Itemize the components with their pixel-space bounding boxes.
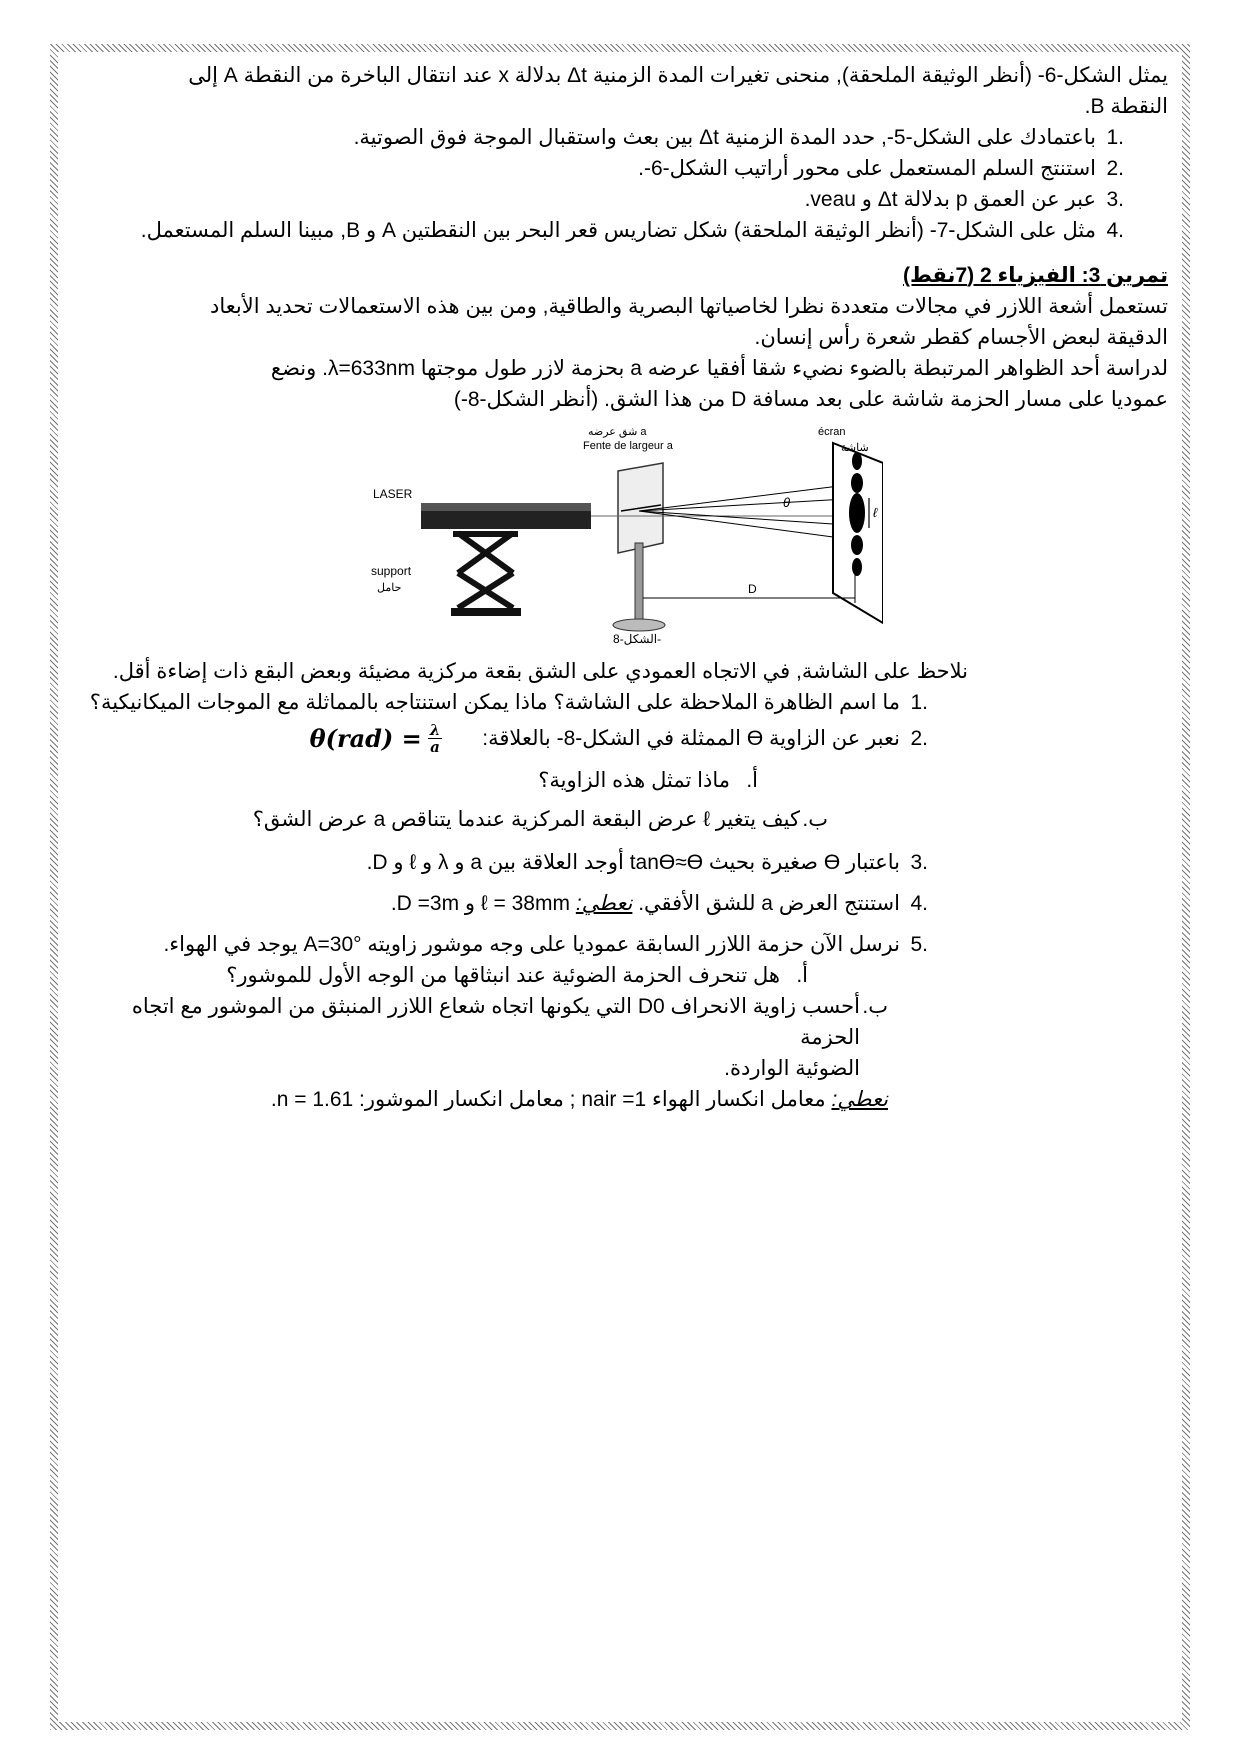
question-a2: .2 استنتج السلم المستعمل على محور أراتيب الشكل-6-. (638, 157, 1124, 180)
question-b1: .1 ما اسم الظاهرة الملاحظة على الشاشة؟ ماذا يمكن استنتاجه بالمماثلة مع الموجات الميكانيكية؟ (89, 691, 928, 714)
question-b5: .5 نرسل الآن حزمة اللازر السابقة عموديا على وجه موشور زاويته A=30° يوجد في الهواء. (163, 933, 928, 956)
label-support-fr: support (371, 564, 412, 578)
label-slit-fr: Fente de largeur a (583, 440, 673, 452)
paragraph-1: تستعمل أشعة اللازر في مجالات متعددة نظرا لخاصياتها البصرية والطاقية, ومن بين هذه الاستعمالات تحديد الأبعاد (210, 295, 1168, 318)
label-ell: ℓ (873, 505, 878, 520)
paragraph-4: عموديا على مسار الحزمة شاشة على بعد مسافة D من هذا الشق. (أنظر الشكل-8-) (453, 388, 1168, 411)
label-screen-ar: شاشة (841, 442, 869, 454)
intro-line-2: النقطة B. (1084, 95, 1168, 118)
label-distance: D (748, 582, 757, 596)
sub-question-2a: أ. ماذا تمثل هذه الزاوية؟ (538, 769, 758, 792)
given-final: نعطي: معامل انكسار الهواء nair =1 ; معامل انكسار الموشور: n = 1.61. (270, 1088, 888, 1111)
sub-question-5b-continued: الضوئية الواردة. (724, 1057, 860, 1080)
label-slit-ar: شق عرضه a (588, 426, 647, 438)
question-b4: .4 استنتج العرض a للشق الأفقي. نعطي: ℓ = 38mm و D =3m. (390, 892, 928, 915)
paragraph-2: الدقيقة لبعض الأجسام كقطر شعرة رأس إنسان. (754, 326, 1168, 349)
label-support-ar: حامل (377, 582, 402, 594)
figure-caption: الشكل-8- (613, 632, 662, 646)
figure-8-diffraction-setup (363, 423, 883, 648)
question-a1: .1 باعتمادك على الشكل-5-, حدد المدة الزمنية Δt بين بعث واستقبال الموجة فوق الصوتية. (353, 126, 1124, 149)
label-theta: θ (783, 495, 791, 510)
exercise-title: تمرين 3: الفيزياء 2 (7نقط) (902, 264, 1168, 287)
sub-question-5b: ب. أحسب زاوية الانحراف D0 التي يكونها اتجاه شعاع اللازر المنبثق من الموشور مع اتجاه الحزمة (131, 995, 888, 1049)
label-laser: LASER (373, 487, 413, 501)
observation: نلاحظ على الشاشة, في الاتجاه العمودي على الشق بقعة مركزية مضيئة وبعض البقع ذات إضاءة أقل. (112, 660, 968, 683)
question-b3: .3 باعتبار Ө صغيرة بحيث tanӨ≈Ө أوجد العلاقة بين a و λ و ℓ و D. (366, 851, 928, 874)
laser-support (451, 531, 521, 616)
document-body (86, 60, 1168, 1115)
label-screen-fr: écran (818, 426, 846, 438)
questions-part-b (86, 687, 1168, 755)
slit-holder (613, 463, 665, 631)
formula-theta: θ(rad) = $\frac{\lambda}{a}$ (309, 721, 441, 756)
sub-questions-2 (86, 765, 1168, 796)
question-b2: .2 نعبر عن الزاوية Ө الممثلة في الشكل-8- بالعلاقة: θ(rad) = $\frac{\lambda}{a}$ (309, 721, 928, 756)
sub-question-2b: ب. كيف يتغير ℓ عرض البقعة المركزية عندما يتناقص a عرض الشق؟ (252, 808, 828, 831)
sub-question-5a: أ. هل تنحرف الحزمة الضوئية عند انبثاقها من الوجه الأول للموشور؟ (226, 964, 808, 987)
intro-line-1: يمثل الشكل-6- (أنظر الوثيقة الملحقة), منحنى تغيرات المدة الزمنية Δt بدلالة x عند انتقال الباخرة من النقطة A إلى (188, 64, 1168, 87)
question-a4: .4 مثل على الشكل-7- (أنظر الوثيقة الملحقة) شكل تضاريس قعر البحر بين النقطتين A و B, مبينا السلم المستعمل. (140, 219, 1124, 242)
question-a3: .3 عبر عن العمق p بدلالة Δt و veau. (804, 188, 1124, 211)
paragraph-3: لدراسة أحد الظواهر المرتبطة بالضوء نضيء شقا أفقيا عرضه a بحزمة لازر طول موجتها λ=633nm. ونضع (270, 357, 1168, 380)
questions-3-5 (86, 847, 1168, 960)
screen (833, 443, 883, 623)
questions-part-a (86, 122, 1168, 215)
